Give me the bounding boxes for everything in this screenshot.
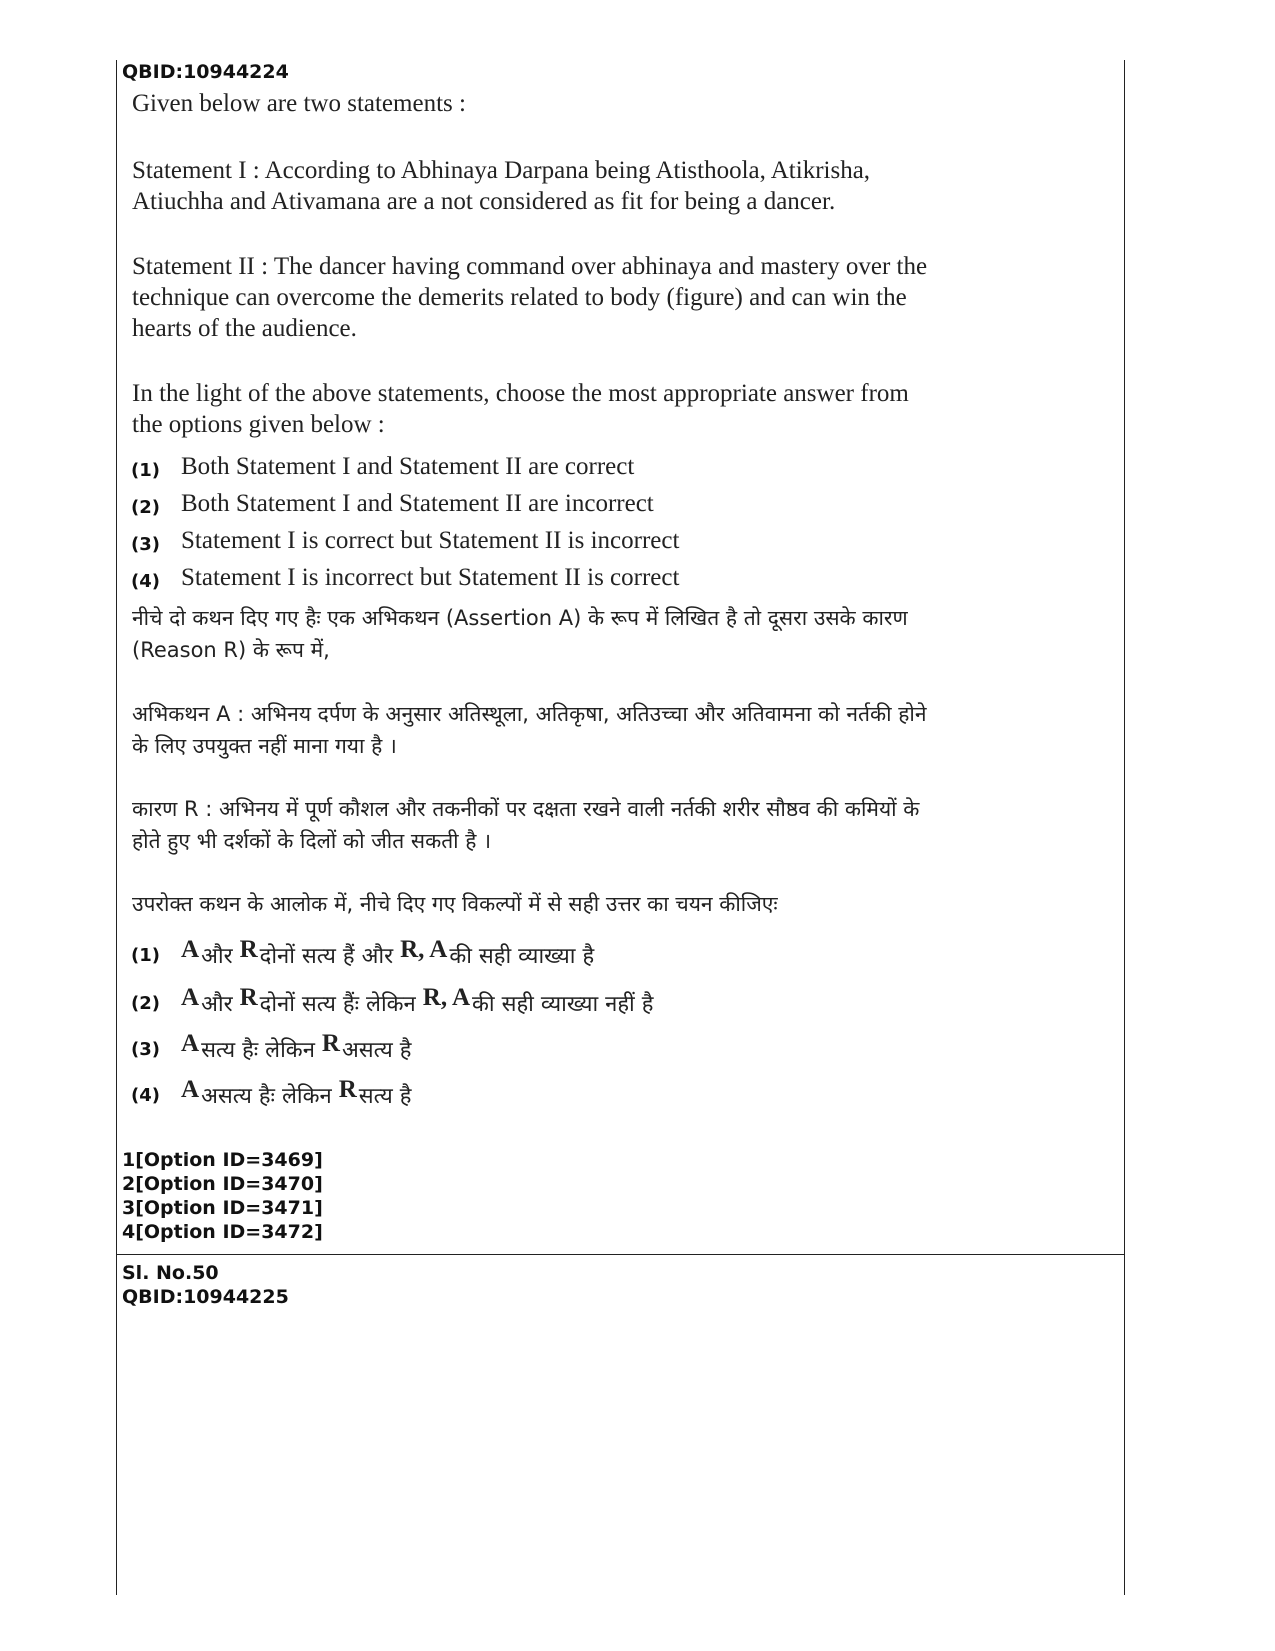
- ra-label: R, A: [400, 936, 448, 963]
- option-4-number: (4): [131, 571, 160, 592]
- hindi-assertion: [132, 698, 927, 762]
- a-label: A: [181, 1076, 200, 1103]
- next-qbid-label: QBID:10944225: [122, 1286, 289, 1308]
- instruction-line-2: the options given below :: [132, 411, 385, 438]
- hindi-option-text: और: [201, 992, 233, 1017]
- hindi-option-text: दोनों सत्य हैं और: [259, 944, 394, 969]
- hindi-option-text: असत्य है: [341, 1038, 412, 1063]
- hindi-intro-line-2: (Reason R) के रूप में,: [132, 638, 330, 662]
- hindi-intro: [132, 602, 908, 666]
- hindi-option-text: दोनों सत्य हैंः लेकिन: [259, 992, 416, 1017]
- statement-1: [132, 155, 870, 217]
- option-3-text[interactable]: Statement I is correct but Statement II is incorrect: [181, 527, 680, 554]
- statement-2-line-1: Statement II : The dancer having command over abhinaya and mastery over the: [132, 253, 928, 280]
- hindi-intro-line-1: नीचे दो कथन दिए गए हैः एक अभिकथन (Assertion A) के रूप में लिखित है तो दूसरा उसके कारण: [132, 606, 908, 630]
- option-2-number: (2): [131, 497, 160, 518]
- qbid-label: QBID:10944224: [122, 61, 289, 83]
- r-label: R: [321, 1030, 340, 1057]
- option-id-3: 3[Option ID=3471]: [122, 1197, 323, 1219]
- hindi-option-text: असत्य हैः लेकिन: [201, 1084, 332, 1109]
- question-divider: [116, 1254, 1125, 1255]
- hindi-option-text: सत्य है: [358, 1084, 412, 1109]
- r-label: R: [239, 936, 258, 963]
- question-intro: Given below are two statements :: [132, 90, 466, 117]
- option-2-text[interactable]: Both Statement I and Statement II are incorrect: [181, 490, 654, 517]
- option-id-2: 2[Option ID=3470]: [122, 1173, 323, 1195]
- r-label: R: [239, 984, 258, 1011]
- statement-1-line-2: Atiuchha and Ativamana are a not considered as fit for being a dancer.: [132, 188, 836, 215]
- instruction-line-1: In the light of the above statements, choose the most appropriate answer from: [132, 380, 909, 407]
- hindi-option-1-text[interactable]: [181, 936, 595, 970]
- question-instruction: [132, 378, 909, 440]
- serial-number: Sl. No.50: [122, 1262, 219, 1284]
- hindi-option-3-text[interactable]: [181, 1030, 412, 1064]
- statement-2-line-3: hearts of the audience.: [132, 315, 357, 342]
- hindi-option-4-text[interactable]: [181, 1076, 412, 1110]
- r-label: R: [338, 1076, 357, 1103]
- hindi-option-text: सत्य हैः लेकिन: [201, 1038, 315, 1063]
- statement-1-line-1: Statement I : According to Abhinaya Darpana being Atisthoola, Atikrisha,: [132, 157, 871, 184]
- hindi-option-1-number: (1): [131, 945, 160, 966]
- hindi-option-2-text[interactable]: [181, 984, 654, 1018]
- hindi-assertion-line-2: के लिए उपयुक्त नहीं माना गया है ।: [132, 734, 397, 758]
- ra-label: R, A: [422, 984, 471, 1011]
- hindi-option-text: की सही व्याख्या है: [449, 944, 595, 969]
- hindi-option-4-number: (4): [131, 1085, 160, 1106]
- option-1-number: (1): [131, 460, 160, 481]
- option-id-1: 1[Option ID=3469]: [122, 1149, 323, 1171]
- a-label: A: [181, 1030, 200, 1057]
- option-id-4: 4[Option ID=3472]: [122, 1221, 323, 1243]
- option-3-number: (3): [131, 534, 160, 555]
- option-1-text[interactable]: Both Statement I and Statement II are correct: [181, 453, 635, 480]
- a-label: A: [181, 936, 200, 963]
- hindi-assertion-line-1: अभिकथन A : अभिनय दर्पण के अनुसार अतिस्थूला, अतिकृषा, अतिउच्चा और अतिवामना को नर्तकी होने: [132, 702, 927, 726]
- option-id-list: [122, 1148, 323, 1244]
- left-border: [116, 60, 117, 1595]
- hindi-option-text: और: [201, 944, 233, 969]
- hindi-option-3-number: (3): [131, 1039, 160, 1060]
- hindi-instruction: उपरोक्त कथन के आलोक में, नीचे दिए गए विकल्पों में से सही उत्तर का चयन कीजिएः: [132, 892, 778, 916]
- hindi-option-2-number: (2): [131, 993, 160, 1014]
- option-4-text[interactable]: Statement I is incorrect but Statement II is correct: [181, 564, 680, 591]
- right-border: [1124, 60, 1125, 1595]
- statement-2-line-2: technique can overcome the demerits related to body (figure) and can win the: [132, 284, 907, 311]
- hindi-reason: [132, 793, 919, 857]
- hindi-option-text: की सही व्याख्या नहीं है: [472, 992, 654, 1017]
- hindi-reason-line-2: होते हुए भी दर्शकों के दिलों को जीत सकती है ।: [132, 829, 492, 853]
- hindi-reason-line-1: कारण R : अभिनय में पूर्ण कौशल और तकनीकों पर दक्षता रखने वाली नर्तकी शरीर सौष्ठव की कमियों के: [132, 797, 920, 821]
- a-label: A: [181, 984, 200, 1011]
- statement-2: [132, 251, 927, 344]
